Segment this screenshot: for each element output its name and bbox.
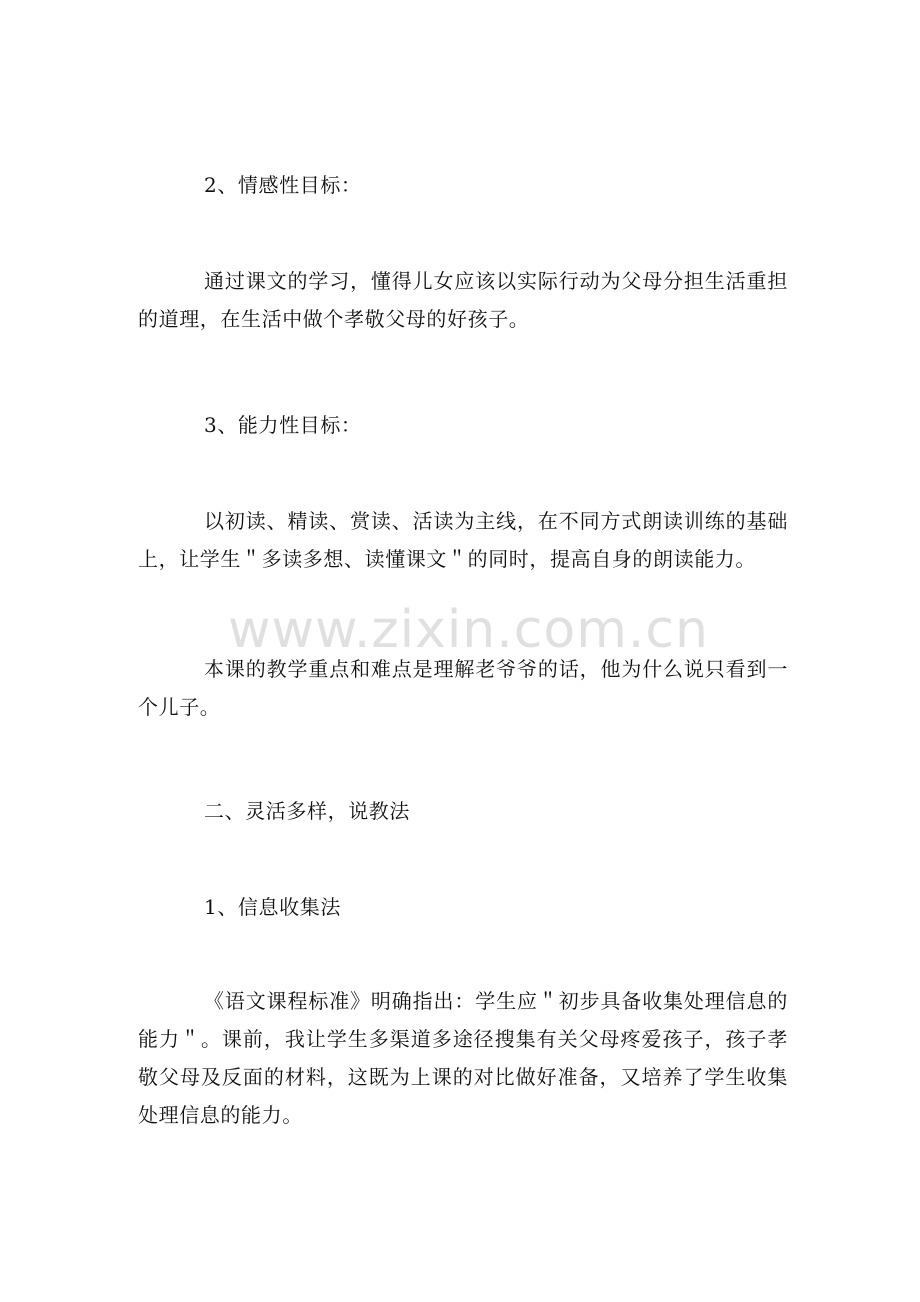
paragraph-affective-goal: 通过课文的学习，懂得儿女应该以实际行动为父母分担生活重担的道理，在生活中做个孝敬父母的好孩子。 bbox=[138, 269, 788, 331]
paragraph-ability-goal: 以初读、精读、赏读、活读为主线，在不同方式朗读训练的基础上，让学生＂多读多想、读懂课文＂的同时，提高自身的朗读能力。 bbox=[138, 509, 788, 571]
heading-teaching-methods: 二、灵活多样，说教法 bbox=[204, 799, 410, 823]
heading-ability-goal: 3、能力性目标： bbox=[204, 413, 362, 437]
watermark: www.zixin.com.cn bbox=[228, 600, 709, 660]
paragraph-teaching-focus: 本课的教学重点和难点是理解老爷爷的话，他为什么说只看到一个儿子。 bbox=[138, 657, 788, 719]
heading-info-collection: 1、信息收集法 bbox=[204, 895, 341, 919]
heading-affective-goal: 2、情感性目标： bbox=[204, 173, 362, 197]
paragraph-info-collection: 《语文课程标准》明确指出：学生应＂初步具备收集处理信息的能力＂。课前，我让学生多渠道多途径搜集有关父母疼爱孩子，孩子孝敬父母及反面的材料，这既为上课的对比做好准备，又培养了学生收集处理信息的能力。 bbox=[138, 989, 788, 1127]
